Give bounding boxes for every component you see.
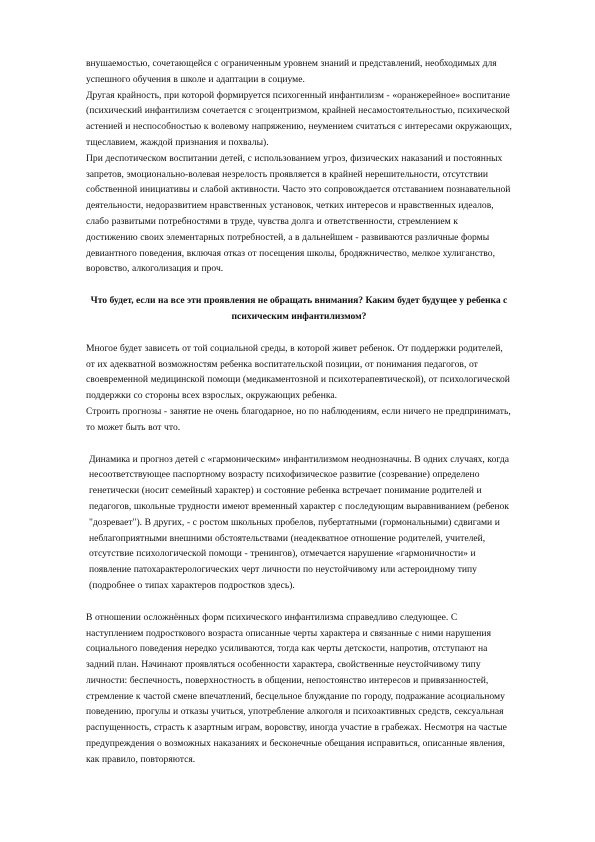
spacer	[86, 325, 512, 341]
spacer	[86, 277, 512, 293]
paragraph-complicated-forms: В отношении осложнённых форм психического инфантилизма справедливо следующее. С наступлением подросткового возраста описанные черты характера и связанные с ними нарушения социального поведения нередко усиливаются, тогда как черты детскости, напротив, отступают на задний план. Начинают проявляться особенности характера, свойственные неустойчивому типу личности: беспечность, поверхностность в общении, непостоянство интересов и привязанностей, стремление к частой смене впечатлений, бесцельное блуждание по городу, подражание асоциальному поведению, прогулы и отказы учиться, употребление алкоголя и психоактивных средств, сексуальная распущенность, страсть к азартным играм, воровству, иногда участие в грабежах. Несмотря на частые предупреждения о возможных наказаниях и бесконечные обещания исправиться, описанные явления, как правило, повторяются.	[86, 611, 507, 765]
paragraph-greenhouse-upbringing: Другая крайность, при которой формируется психогенный инфантилизм - «оранжерейное» воспитание (психический инфантилизм сочетается с эгоцентризмом, крайней несамостоятельностью, психической астенией и неспособностью к волевому напряжению, неумением считаться с интересами окружающих, тщеславием, жаждой признания и похвалы).	[86, 89, 512, 148]
section-heading-question: Что будет, если на все эти проявления не обращать внимания? Каким будет будущее у ребенка с психическим инфантилизмом?	[90, 295, 508, 322]
document-body	[86, 56, 512, 768]
spacer	[86, 594, 512, 610]
paragraph-social-environment: Многое будет зависеть от той социальной среды, в которой живет ребенок. От поддержки родителей, от их адекватной возможностям ребенка воспитательской позиции, от понимания педагогов, от своевременной медицинской помощи (медикаментозной и психотерапевтической), от психологической поддержки со стороны всех взрослых, окружающих ребенка.	[86, 342, 510, 402]
paragraph-harmonic-dynamics: Динамика и прогноз детей с «гармоническим» инфантилизмом неоднозначны. В одних случаях, когда несоответствующее паспортному возрасту психофизическое развитие (созревание) определено генетически (носит семейный характер) и состояние ребенка встречает понимание родителей и педагогов, школьные трудности имеют временный характер с последующим выравниванием (ребенок "дозревает"). В других, - с ростом школьных пробелов, пубертатными (гормональными) сдвигами и неблагоприятными внешними обстоятельствами (неадекватное отношение родителей, учителей, отсутствие психологической помощи - тренингов), отмечается нарушение «гармоничности» и появление патохарактерологических черт личности по неустойчивому или астероидному типу (подробнее о типах характеров подростков здесь).	[89, 453, 509, 591]
paragraph-forecast: Строить прогнозы - занятие не очень благодарное, но по наблюдениям, если ничего не предпринимать, то может быть вот что.	[86, 405, 511, 433]
paragraph-despotic-upbringing: При деспотическом воспитании детей, с использованием угроз, физических наказаний и постоянных запретов, эмоционально-волевая незрелость проявляется в крайней нерешительности, отсутствии собственной инициативы и слабой активности. Часто это сопровождается отставанием познавательной деятельности, недоразвитием нравственных установок, четких интересов и нравственных идеалов, слабо развитыми потребностями в труде, чувства долга и ответственности, стремлением к достижению своих элементарных потребностей, а в дальнейшем - развиваются различные формы девиантного поведения, включая отказ от посещения школы, бродяжничество, мелкое хулиганство, воровство, алкоголизация и проч.	[86, 152, 511, 275]
paragraph-suggestibility: внушаемостью, сочетающейся с ограниченным уровнем знаний и представлений, необходимых для успешного обучения в школе и адаптации в социуме.	[86, 58, 497, 85]
spacer	[86, 436, 512, 452]
